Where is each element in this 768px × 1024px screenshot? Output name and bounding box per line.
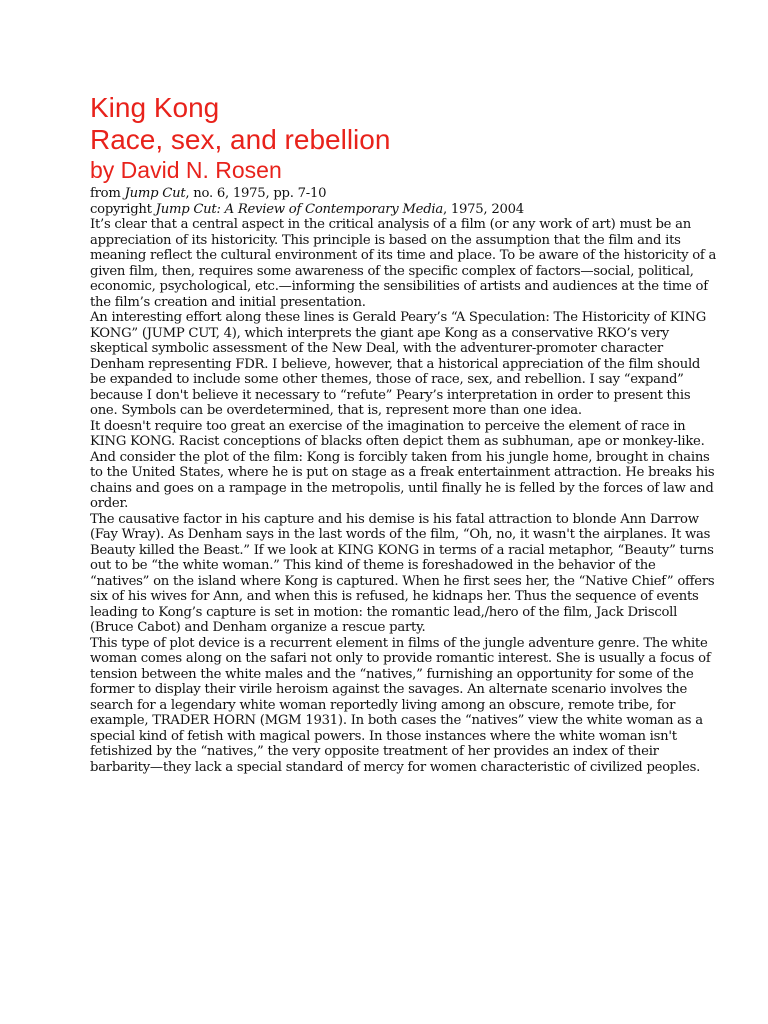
article-title: King Kong — [90, 92, 220, 123]
paragraph: It doesn't require too great an exercise of the imagination to perceive the element of race in KING KONG. Racist conceptions of blacks often depict them as subhuman, ape or monkey-like. And consider the plot of the film: Kong is forcibly taken from his jungle home, brought in chains to the United States, where he is put on stage as a freak entertainment attraction. He breaks his chains and goes on a rampage in the metropolis, until finally he is felled by the forces of law and order. — [90, 418, 715, 511]
source-citation — [90, 186, 718, 202]
paragraph: An interesting effort along these lines is Gerald Peary’s “A Speculation: The Historicity of KING KONG” (JUMP CUT, 4), which interprets the giant ape Kong as a conservative RKO’s very skeptical symbolic assessment of the New Deal, with the adventurer-promoter character Denham representing FDR. I believe, however, that a historical appreciation of the film should be expanded to include some other themes, those of race, sex, and rebellion. I say “expand” because I don't believe it necessary to “refute” Peary’s interpretation in order to present this one. Symbols can be overdetermined, that is, represent more than one idea. — [90, 310, 706, 418]
source-journal: Jump Cut — [124, 186, 186, 201]
source-details: , no. 6, 1975, pp. 7-10 — [185, 186, 327, 201]
source-prefix: from — [90, 186, 125, 201]
article — [90, 92, 718, 775]
copyright-notice — [90, 202, 718, 218]
copyright-prefix: copyright — [90, 201, 156, 217]
byline: by David N. Rosen — [90, 157, 282, 183]
article-subtitle: Race, sex, and rebellion — [90, 124, 391, 155]
copyright-journal: Jump Cut: A Review of Contemporary Media — [155, 201, 443, 217]
copyright-details: , 1975, 2004 — [442, 201, 524, 217]
paragraph: This type of plot device is a recurrent element in films of the jungle adventure genre. The white woman comes along on the safari not only to provide romantic interest. She is usually a focus of tension between the white males and the “natives,” furnishing an opportunity for some of the former to display their virile heroism against the savages. An alternate scenario involves the search for a legendary white woman reportedly living among an obscure, remote tribe, for example, TRADER HORN (MGM 1931). In both cases the “natives” view the white woman as a special kind of fetish with magical powers. In those instances where the white woman isn't fetishized by the “natives,” the very opposite treatment of her provides an index of their barbarity—they lack a special standard of mercy for women characteristic of civilized peoples. — [90, 635, 711, 775]
paragraph: The causative factor in his capture and his demise is his fatal attraction to blonde Ann Darrow (Fay Wray). As Denham says in the last words of the film, “Oh, no, it wasn't the airplanes. It was Beauty killed the Beast.” If we look at KING KONG in terms of a racial metaphor, “Beauty” turns out to be “the white woman.” This kind of theme is foreshadowed in the behavior of the “natives” on the island where Kong is captured. When he first sees her, the “Native Chief” offers six of his wives for Ann, and when this is refused, he kidnaps her. Thus the sequence of events leading to Kong’s capture is set in motion: the romantic lead,/hero of the film, Jack Driscoll (Bruce Cabot) and Denham organize a rescue party. — [90, 511, 715, 635]
paragraph: It’s clear that a central aspect in the critical analysis of a film (or any work of art) must be an appreciation of its historicity. This principle is based on the assumption that the film and its meaning reflect the cultural environment of its time and place. To be aware of the historicity of a given film, then, requires some awareness of the specific complex of factors—social, political, economic, psychological, etc.—informing the sensibilities of artists and audiences at the time of the film’s creation and initial presentation. — [90, 217, 717, 310]
